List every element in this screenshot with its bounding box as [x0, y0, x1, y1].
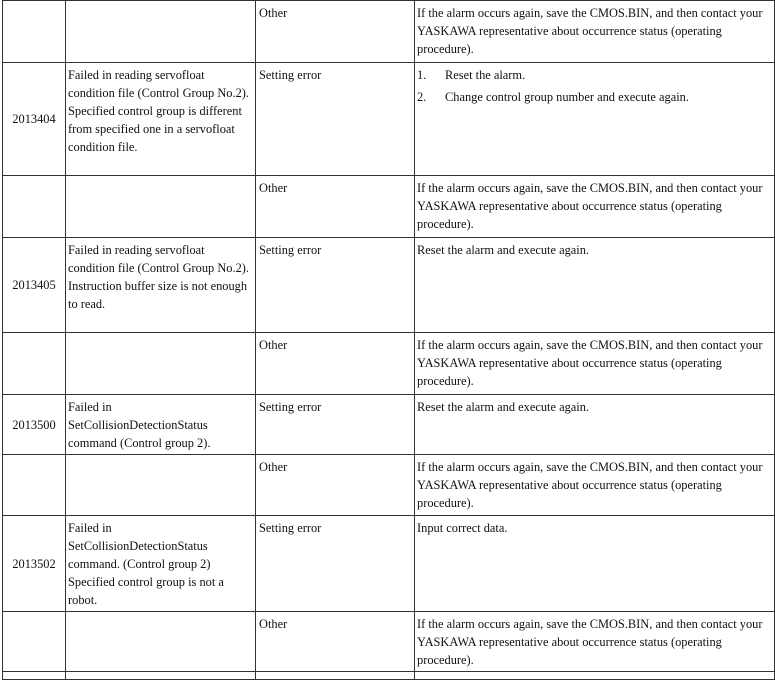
remedy-text: Input correct data.: [417, 521, 508, 535]
table-row: [3, 516, 775, 612]
table-row: [3, 612, 775, 672]
cause-type-cell: [256, 395, 415, 455]
alarm-description-cell: [66, 63, 256, 176]
remedy-cell: [415, 1, 775, 63]
cause-type: Other: [259, 460, 288, 474]
remedy-cell: [415, 63, 775, 176]
cause-type-cell: [256, 63, 415, 176]
remedy-steps: [417, 66, 770, 106]
remedy-step: [417, 66, 770, 84]
remedy-cell: [415, 455, 775, 516]
cause-type-cell: [256, 333, 415, 395]
alarm-code-cell: [3, 455, 66, 516]
remedy-text: Reset the alarm and execute again.: [417, 400, 590, 414]
cause-type: Other: [259, 6, 288, 20]
empty-cell: [66, 672, 256, 680]
alarm-description-line: Specified control group is not a robot.: [68, 575, 224, 607]
table-row: [3, 176, 775, 238]
cause-type: Setting error: [259, 243, 322, 257]
alarm-description-cell: [66, 395, 256, 455]
remedy-text: Reset the alarm and execute again.: [417, 243, 590, 257]
step-number: 1.: [417, 68, 427, 82]
empty-cell: [415, 672, 775, 680]
remedy-step: [417, 88, 770, 106]
table-row: [3, 1, 775, 63]
cause-type-cell: [256, 1, 415, 63]
alarm-description-cell: [66, 238, 256, 333]
step-text: Change control group number and execute again.: [445, 90, 689, 104]
alarm-code-cell: [3, 333, 66, 395]
table-row: [3, 455, 775, 516]
table-row-partial: [3, 672, 775, 680]
cause-type-cell: [256, 238, 415, 333]
alarm-code-cell: [3, 238, 66, 333]
remedy-cell: [415, 333, 775, 395]
empty-cell: [256, 672, 415, 680]
alarm-code-cell: [3, 612, 66, 672]
remedy-cell: [415, 612, 775, 672]
empty-cell: [3, 672, 66, 680]
remedy-text: If the alarm occurs again, save the CMOS.BIN, and then contact your YASKAWA representative about occurrence status (operating procedure).: [417, 338, 763, 388]
table-row: [3, 238, 775, 333]
cause-type-cell: [256, 455, 415, 516]
alarm-description-line: Instruction buffer size is not enough to read.: [68, 279, 248, 311]
alarm-code-cell: [3, 516, 66, 612]
alarm-code: 2013405: [12, 278, 56, 292]
cause-type-cell: [256, 176, 415, 238]
alarm-description-cell: [66, 455, 256, 516]
alarm-description-line: Specified control group is different from specified one in a servofloat condition file.: [68, 104, 242, 154]
alarm-code-cell: [3, 1, 66, 63]
alarm-description-cell: [66, 516, 256, 612]
cause-type: Other: [259, 181, 288, 195]
alarm-description-line: Failed in reading servofloat condition file (Control Group No.2).: [68, 243, 250, 275]
alarm-code-cell: [3, 63, 66, 176]
table-row: [3, 333, 775, 395]
alarm-description-line: Failed in SetCollisionDetectionStatus command. (Control group 2): [68, 521, 211, 571]
cause-type: Setting error: [259, 521, 322, 535]
remedy-text: If the alarm occurs again, save the CMOS.BIN, and then contact your YASKAWA representative about occurrence status (operating procedure).: [417, 6, 763, 56]
remedy-cell: [415, 516, 775, 612]
alarm-code: 2013500: [12, 417, 56, 432]
alarm-description-line: Failed in SetCollisionDetectionStatus command (Control group 2).: [68, 400, 211, 450]
alarm-code-cell: [3, 176, 66, 238]
table-row: [3, 395, 775, 455]
cause-type-cell: [256, 612, 415, 672]
alarm-description-line: Failed in reading servofloat condition file (Control Group No.2).: [68, 68, 250, 100]
alarm-code-cell: [3, 395, 66, 455]
alarm-description-cell: [66, 333, 256, 395]
alarm-table-container: [2, 0, 774, 680]
cause-type-cell: [256, 516, 415, 612]
alarm-code: 2013502: [12, 556, 56, 571]
remedy-text: If the alarm occurs again, save the CMOS.BIN, and then contact your YASKAWA representative about occurrence status (operating procedure).: [417, 460, 763, 510]
alarm-code: 2013404: [12, 112, 56, 126]
remedy-cell: [415, 395, 775, 455]
cause-type: Other: [259, 617, 288, 631]
table-row: [3, 63, 775, 176]
cause-type: Other: [259, 338, 288, 352]
remedy-text: If the alarm occurs again, save the CMOS.BIN, and then contact your YASKAWA representative about occurrence status (operating procedure).: [417, 617, 763, 667]
cause-type: Setting error: [259, 400, 322, 414]
step-text: Reset the alarm.: [445, 68, 526, 82]
alarm-table: [2, 0, 775, 680]
alarm-description-cell: [66, 612, 256, 672]
remedy-text: If the alarm occurs again, save the CMOS.BIN, and then contact your YASKAWA representative about occurrence status (operating procedure).: [417, 181, 763, 231]
remedy-cell: [415, 176, 775, 238]
alarm-description-cell: [66, 176, 256, 238]
step-number: 2.: [417, 90, 427, 104]
alarm-description-cell: [66, 1, 256, 63]
cause-type: Setting error: [259, 68, 322, 82]
remedy-cell: [415, 238, 775, 333]
